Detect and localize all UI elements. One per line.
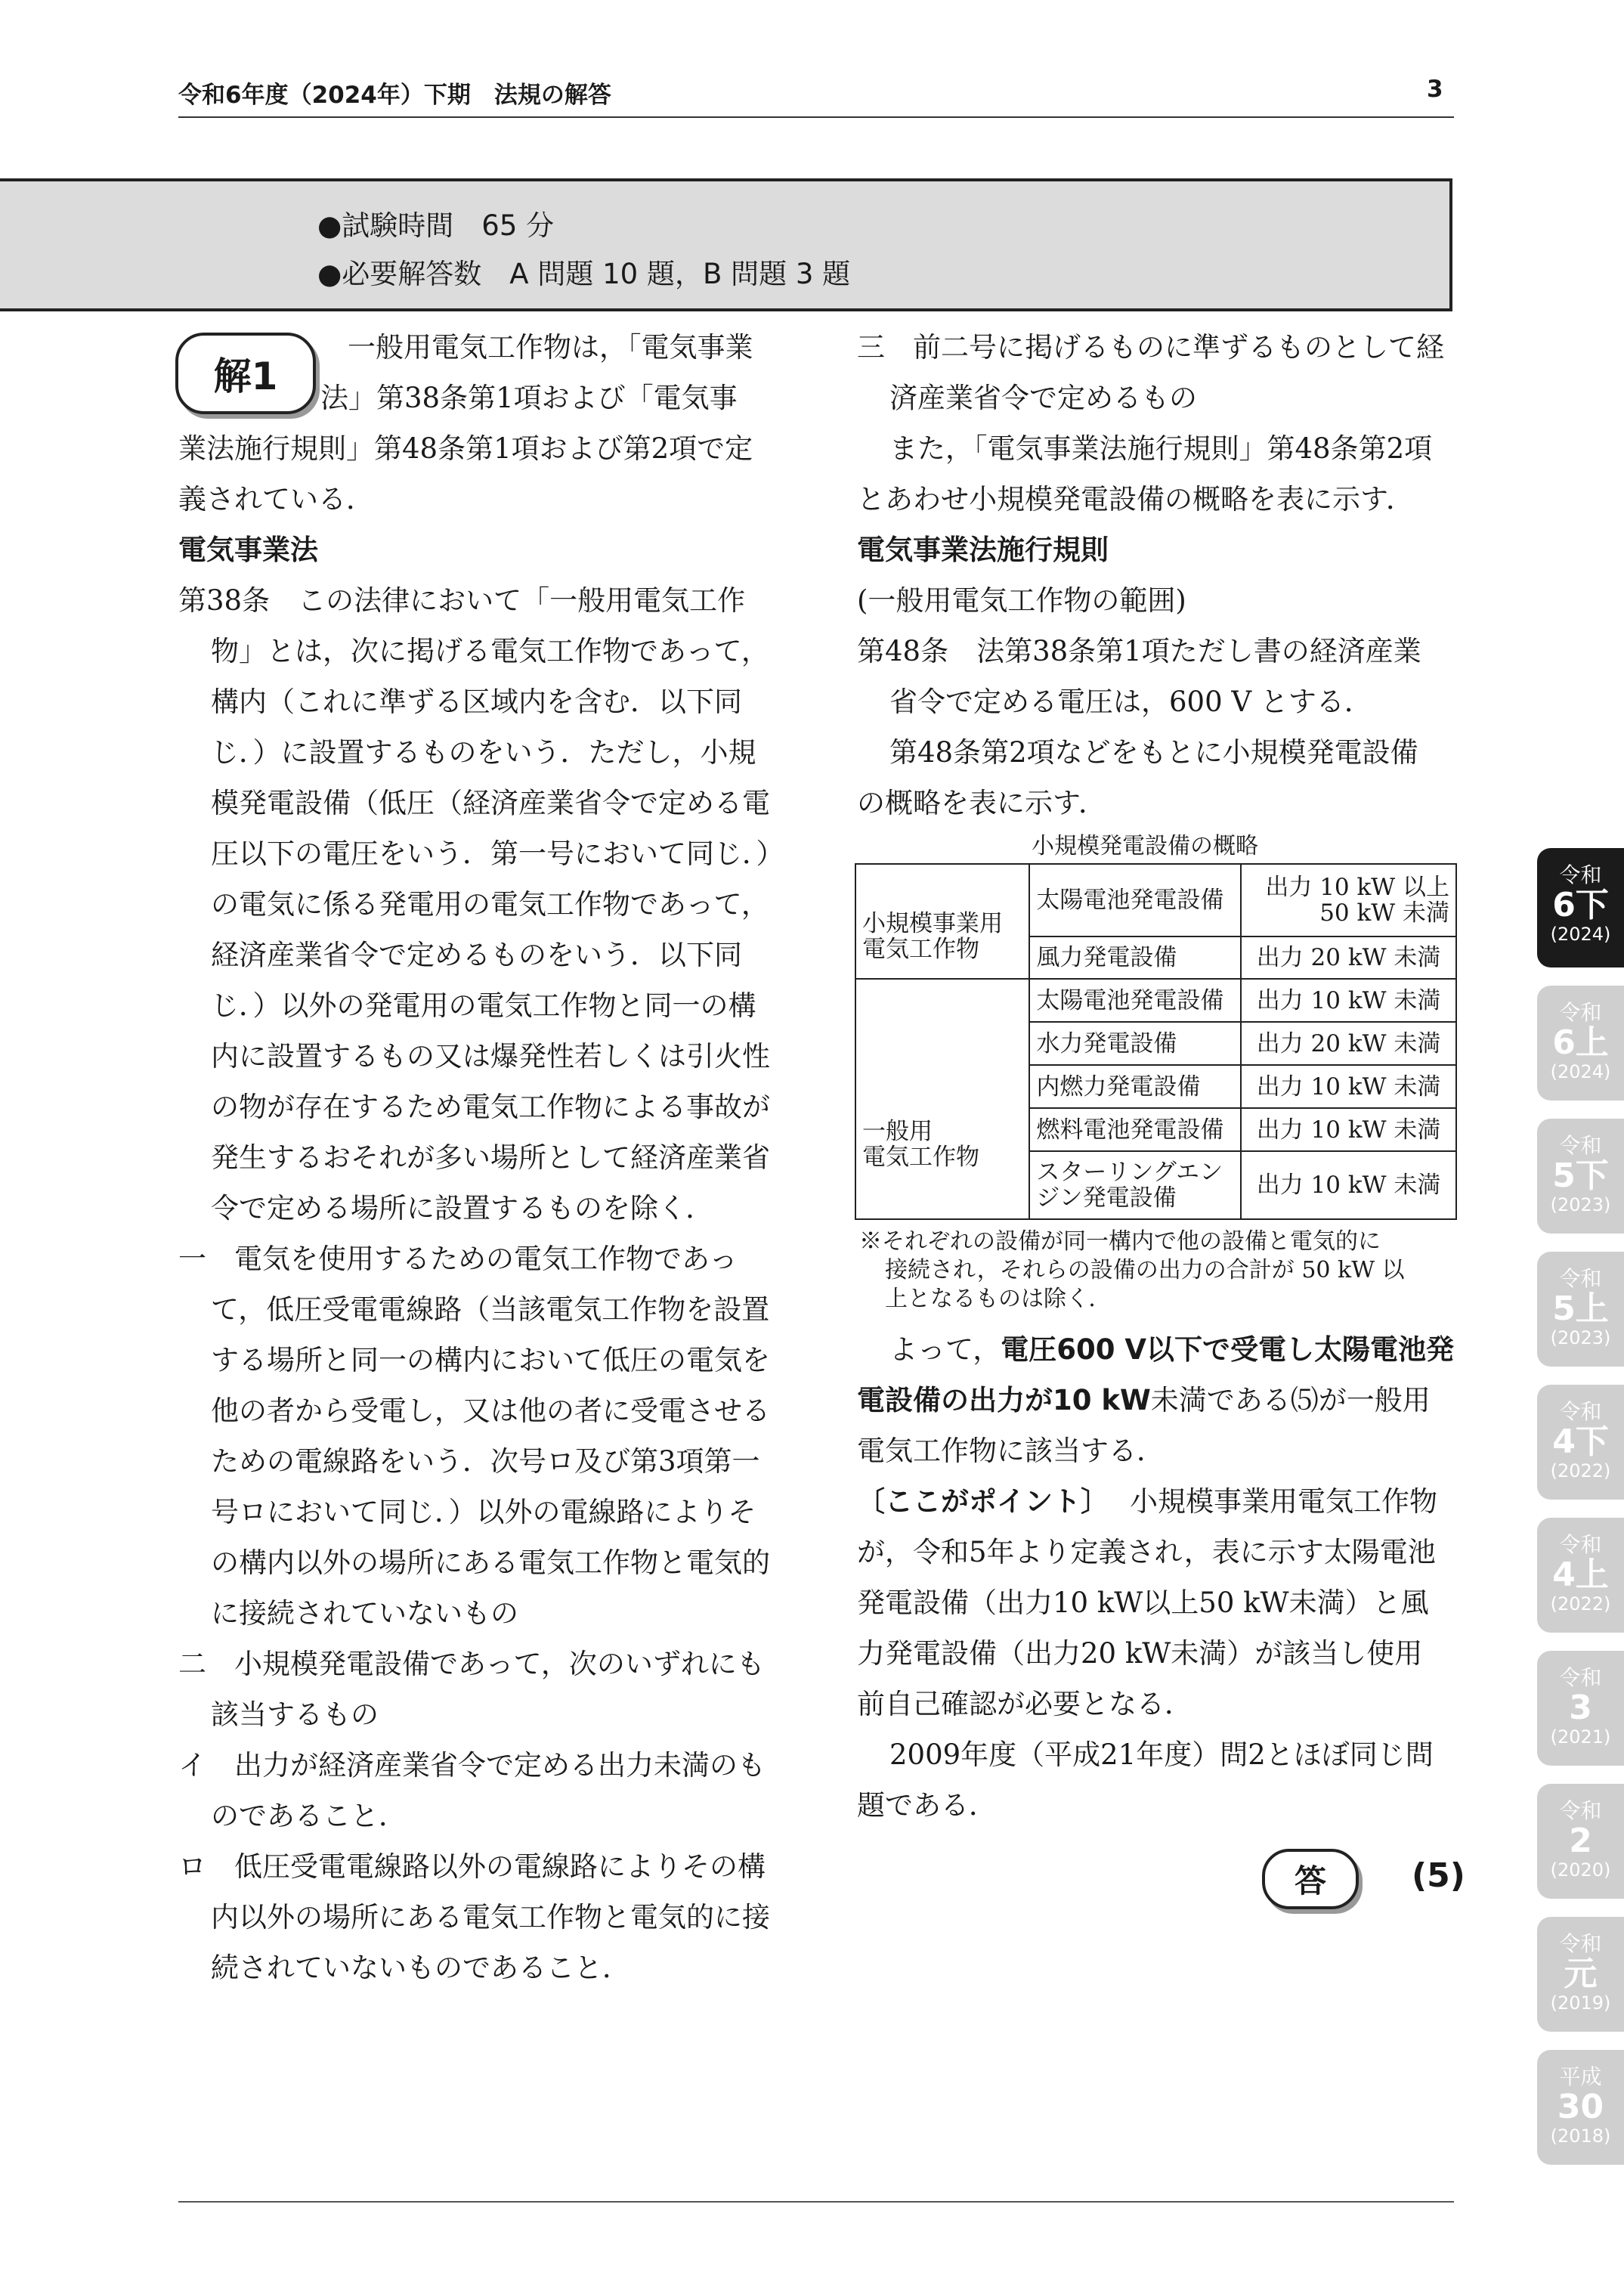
exam-answer-count: ●必要解答数 A 問題 10 題，B 問題 3 題 — [317, 258, 851, 290]
page-header-title: 令和6年度（2024年）下期 法規の解答 — [178, 82, 611, 109]
point-line: 発電設備（出力10 kW以上50 kW未満）と風 — [857, 1587, 1429, 1619]
left-column — [178, 322, 783, 1993]
year-tab-r4-upper[interactable]: 令和 4上 (2022) — [1537, 1518, 1624, 1633]
table-equipment-cell: 風力発電設備 — [1029, 936, 1241, 979]
table-output-cell: 出力 10 kW 未満 — [1241, 1108, 1456, 1151]
year-tab-r5-upper[interactable]: 令和 5上 (2023) — [1537, 1252, 1624, 1367]
article-38-line: 模発電設備（低圧（経済産業省令で定める電 — [211, 787, 770, 819]
header-rule — [178, 116, 1454, 118]
item-1-line: に接続されていないもの — [211, 1597, 518, 1630]
article-48-line: 省令で定める電圧は，600 V とする． — [889, 686, 1372, 718]
table-row — [855, 979, 1456, 1022]
subheading: (一般用電気工作物の範囲) — [857, 584, 1186, 617]
article-38-line: じ．）に設置するものをいう．ただし，小規 — [211, 736, 756, 769]
table-category-cell: 小規模事業用 電気工作物 — [855, 864, 1029, 979]
item-i-line: イ 出力が経済産業省令で定める出力未満のも — [178, 1749, 766, 1782]
year-tab-r1[interactable]: 令和 元 (2019) — [1537, 1917, 1624, 2032]
footer-rule — [178, 2201, 1454, 2203]
year-tab-h30[interactable]: 平成 30 (2018) — [1537, 2050, 1624, 2165]
intro-line: 義されている． — [178, 483, 374, 515]
table-equipment-cell: 水力発電設備 — [1029, 1022, 1241, 1065]
article-38-line: 第38条 この法律において「一般用電気工作 — [178, 584, 746, 617]
item-1-line: する場所と同一の構内において低圧の電気を — [211, 1344, 770, 1376]
section-heading-rules: 電気事業法施行規則 — [857, 534, 1109, 566]
table-equipment-cell: スターリングエン ジン発電設備 — [1029, 1151, 1241, 1219]
article-38-line: の物が存在するため電気工作物による事故が — [211, 1091, 770, 1123]
page-number: 3 — [1427, 76, 1443, 103]
point-line: が，令和5年より定義され，表に示す太陽電池 — [857, 1536, 1436, 1568]
conclusion-line: よって，電圧600 V以下で受電し太陽電池発 — [889, 1333, 1455, 1366]
conclusion-line: 電気工作物に該当する． — [857, 1435, 1165, 1467]
item-2-line: 二 小規模発電設備であって，次のいずれにも — [178, 1648, 765, 1680]
item-3-line: 三 前二号に掲げるものに準ずるものとして経 — [857, 331, 1444, 364]
conclusion-line: 電設備の出力が10 kW未満である⑸が一般用 — [857, 1384, 1431, 1416]
table-output-cell: 出力 10 kW 以上 50 kW 未満 — [1241, 864, 1456, 936]
item-ro-line: 内以外の場所にある電気工作物と電気的に接 — [211, 1901, 770, 1933]
article-38-line: じ．）以外の発電用の電気工作物と同一の構 — [211, 989, 756, 1022]
item-1-line: 一 電気を使用するための電気工作物であっ — [178, 1243, 738, 1275]
point-line: 力発電設備（出力20 kW未満）が該当し使用 — [857, 1637, 1423, 1670]
paragraph-line: 第48条第2項などをもとに小規模発電設備 — [889, 736, 1418, 769]
right-column-lower — [857, 1324, 1462, 1831]
point-label: 〔ここがポイント〕 — [857, 1485, 1109, 1518]
table-caption: 小規模発電設備の概略 — [1032, 833, 1258, 859]
table-row — [855, 864, 1456, 936]
table-output-cell: 出力 20 kW 未満 — [1241, 936, 1456, 979]
article-38-line: 圧以下の電圧をいう．第一号において同じ．） — [211, 837, 784, 870]
table-output-cell: 出力 20 kW 未満 — [1241, 1022, 1456, 1065]
year-tab-r6-upper[interactable]: 令和 6上 (2024) — [1537, 986, 1624, 1101]
item-1-line: 他の者から受電し，又は他の者に受電させる — [211, 1395, 770, 1427]
item-ro-line: ロ 低圧受電電線路以外の電線路によりその構 — [178, 1850, 766, 1883]
paragraph-line: また，「電気事業法施行規則」第48条第2項 — [889, 432, 1433, 465]
item-1-line: ための電線路をいう．次号ロ及び第3項第一 — [211, 1445, 760, 1478]
article-38-line: 経済産業省令で定めるものをいう．以下同 — [211, 939, 742, 971]
table-category-cell: 一般用 電気工作物 — [855, 979, 1029, 1219]
answer-badge: 答 — [1262, 1849, 1359, 1909]
article-38-line: 構内（これに準ずる区域内を含む．以下同 — [211, 686, 742, 718]
table-output-cell: 出力 10 kW 未満 — [1241, 1151, 1456, 1219]
table-output-cell: 出力 10 kW 未満 — [1241, 979, 1456, 1022]
table-equipment-cell: 燃料電池発電設備 — [1029, 1108, 1241, 1151]
answer-value: (5) — [1412, 1856, 1465, 1895]
reference-line: 題である． — [857, 1789, 997, 1822]
article-48-line: 第48条 法第38条第1項ただし書の経済産業 — [857, 635, 1421, 667]
table-output-cell: 出力 10 kW 未満 — [1241, 1065, 1456, 1108]
section-heading-act: 電気事業法 — [178, 534, 318, 566]
article-38-line: 内に設置するもの又は爆発性若しくは引火性 — [211, 1040, 770, 1073]
year-tab-r4-lower[interactable]: 令和 4下 (2022) — [1537, 1385, 1624, 1500]
item-1-line: 号ロにおいて同じ．）以外の電線路によりそ — [211, 1496, 756, 1528]
item-i-line: のであること． — [211, 1800, 407, 1832]
intro-line: 法」第38条第1項および「電気事 — [320, 382, 738, 414]
intro-line: 一般用電気工作物は，「電気事業 — [348, 331, 753, 364]
year-tabs — [1537, 848, 1624, 2183]
table-equipment-cell: 太陽電池発電設備 — [1029, 864, 1241, 936]
item-3-line: 済産業省令で定めるもの — [889, 382, 1197, 414]
item-ro-line: 続されていないものであること． — [211, 1952, 630, 1984]
article-38-line: 物」とは，次に掲げる電気工作物であって， — [211, 635, 769, 667]
small-generation-table — [855, 863, 1457, 1220]
paragraph-line: とあわせ小規模発電設備の概略を表に示す． — [857, 483, 1415, 515]
point-line: 〔ここがポイント〕 小規模事業用電気工作物 — [857, 1485, 1437, 1518]
article-38-line: の電気に係る発電用の電気工作物であって， — [211, 888, 769, 921]
reference-line: 2009年度（平成21年度）問2とほぼ同じ問 — [889, 1738, 1434, 1771]
item-1-line: て，低圧受電電線路（当該電気工作物を設置 — [211, 1293, 770, 1326]
year-tab-r3[interactable]: 令和 3 (2021) — [1537, 1651, 1624, 1766]
item-1-line: の構内以外の場所にある電気工作物と電気的 — [211, 1546, 770, 1579]
paragraph-line: の概略を表に示す． — [857, 787, 1107, 819]
year-tab-r6-lower[interactable]: 令和 6下 (2024) — [1537, 848, 1624, 967]
year-tab-r5-lower[interactable]: 令和 5下 (2023) — [1537, 1119, 1624, 1234]
exam-time: ●試験時間 65 分 — [317, 209, 555, 242]
point-line: 前自己確認が必要となる． — [857, 1688, 1192, 1720]
intro-line: 業法施行規則」第48条第1項および第2項で定 — [178, 432, 753, 465]
table-equipment-cell: 太陽電池発電設備 — [1029, 979, 1241, 1022]
article-38-line: 発生するおそれが多い場所として経済産業省 — [211, 1141, 770, 1174]
table-note: ※それぞれの設備が同一構内で他の設備と電気的に 接続され，それらの設備の出力の合計が 50 kW 以 上となるものは除く． — [859, 1228, 1405, 1312]
article-38-line: 令で定める場所に設置するものを除く． — [211, 1192, 714, 1224]
year-tab-r2[interactable]: 令和 2 (2020) — [1537, 1784, 1624, 1899]
solution-number-badge: 解1 — [175, 333, 316, 414]
right-column-upper — [857, 322, 1462, 828]
table-equipment-cell: 内燃力発電設備 — [1029, 1065, 1241, 1108]
item-2-line: 該当するもの — [211, 1698, 379, 1731]
